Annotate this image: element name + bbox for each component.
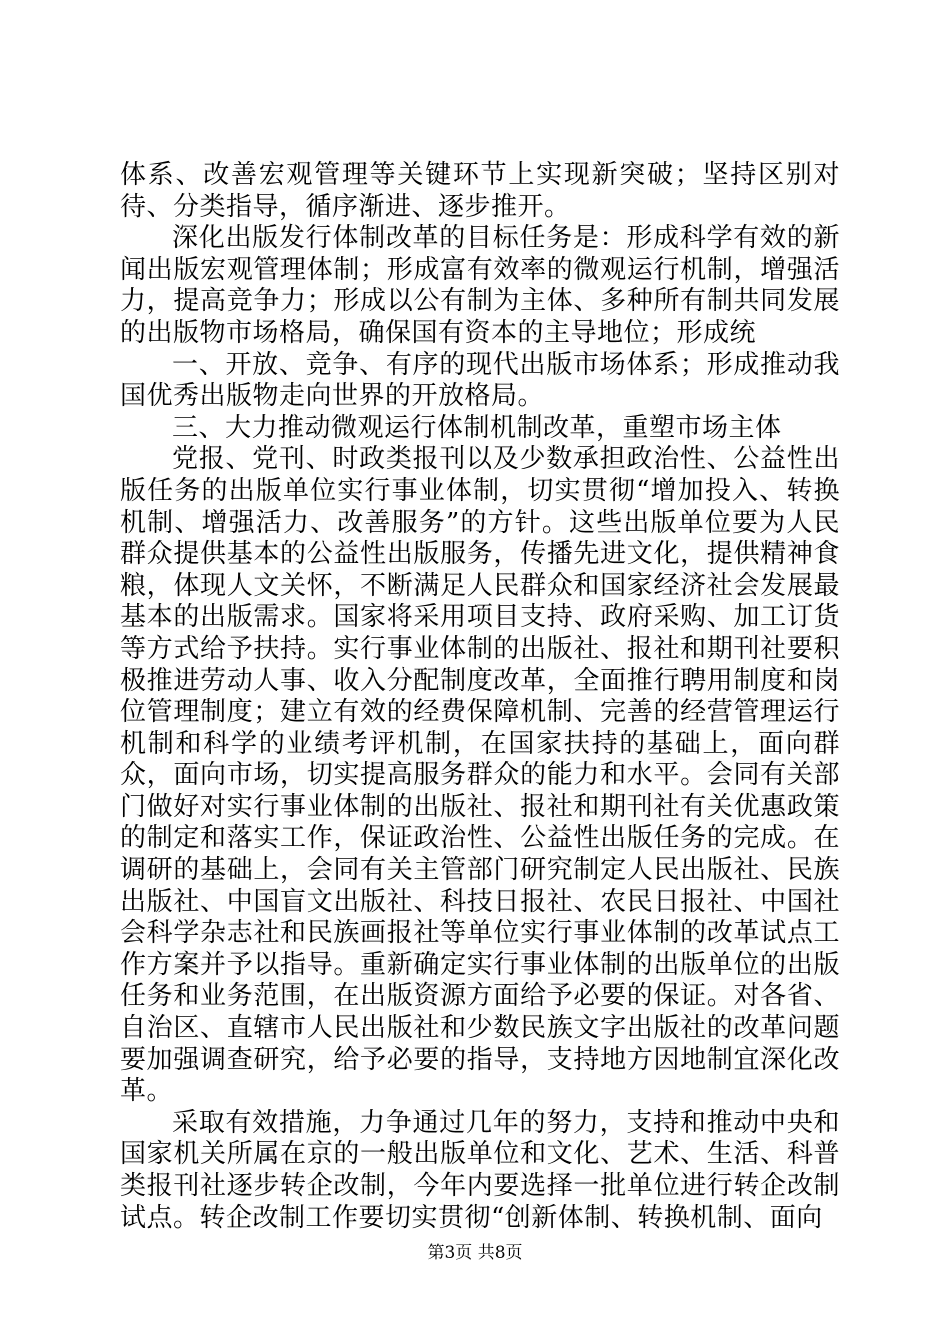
paragraph-2: 深化出版发行体制改革的目标任务是：形成科学有效的新闻出版宏观管理体制；形成富有效率的微观运行机制，增强活力，提高竞争力；形成以公有制为主体、多种所有制共同发展的出版物市场格局，确保国有资本的主导地位；形成统 (120, 223, 840, 348)
paragraph-3: 一、开放、竞争、有序的现代出版市场体系；形成推动我国优秀出版物走向世界的开放格局。 (120, 349, 840, 412)
section-heading: 三、大力推动微观运行体制机制改革，重塑市场主体 (172, 412, 782, 443)
paragraph-6: 采取有效措施，力争通过几年的努力，支持和推动中央和国家机关所属在京的一般出版单位和文化、艺术、生活、科普类报刊社逐步转企改制，今年内要选择一批单位进行转企改制试点。转企改制工作要切实贯彻“创新体制、转换机制、面向 (120, 1107, 840, 1233)
document-body (120, 160, 840, 1234)
page-footer: 第3页 共8页 (427, 1243, 523, 1263)
paragraph-1: 体系、改善宏观管理等关键环节上实现新突破；坚持区别对待、分类指导，循序渐进、逐步推开。 (120, 160, 840, 222)
paragraph-5: 党报、党刊、时政类报刊以及少数承担政治性、公益性出版任务的出版单位实行事业体制，切实贯彻“增加投入、转换机制、增强活力、改善服务”的方针。这些出版单位要为人民群众提供基本的公益性出版服务，传播先进文化，提供精神食粮，体现人文关怀，不断满足人民群众和国家经济社会发展最基本的出版需求。国家将采用项目支持、政府采购、加工订货等方式给予扶持。实行事业体制的出版社、报社和期刊社要积极推进劳动人事、收入分配制度改革，全面推行聘用制度和岗位管理制度；建立有效的经费保障机制、完善的经营管理运行机制和科学的业绩考评机制，在国家扶持的基础上，面向群众，面向市场，切实提高服务群众的能力和水平。会同有关部门做好对实行事业体制的出版社、报社和期刊社有关优惠政策的制定和落实工作，保证政治性、公益性出版任务的完成。在调研的基础上，会同有关主管部门研究制定人民出版社、民族出版社、中国盲文出版社、科技日报社、农民日报社、中国社会科学杂志社和民族画报社等单位实行事业体制的改革试点工作方案并予以指导。重新确定实行事业体制的出版单位的出版任务和业务范围，在出版资源方面给予必要的保证。对各省、自治区、直辖市人民出版社和少数民族文字出版社的改革问题要加强调查研究，给予必要的指导，支持地方因地制宜深化改革。 (120, 444, 840, 1107)
